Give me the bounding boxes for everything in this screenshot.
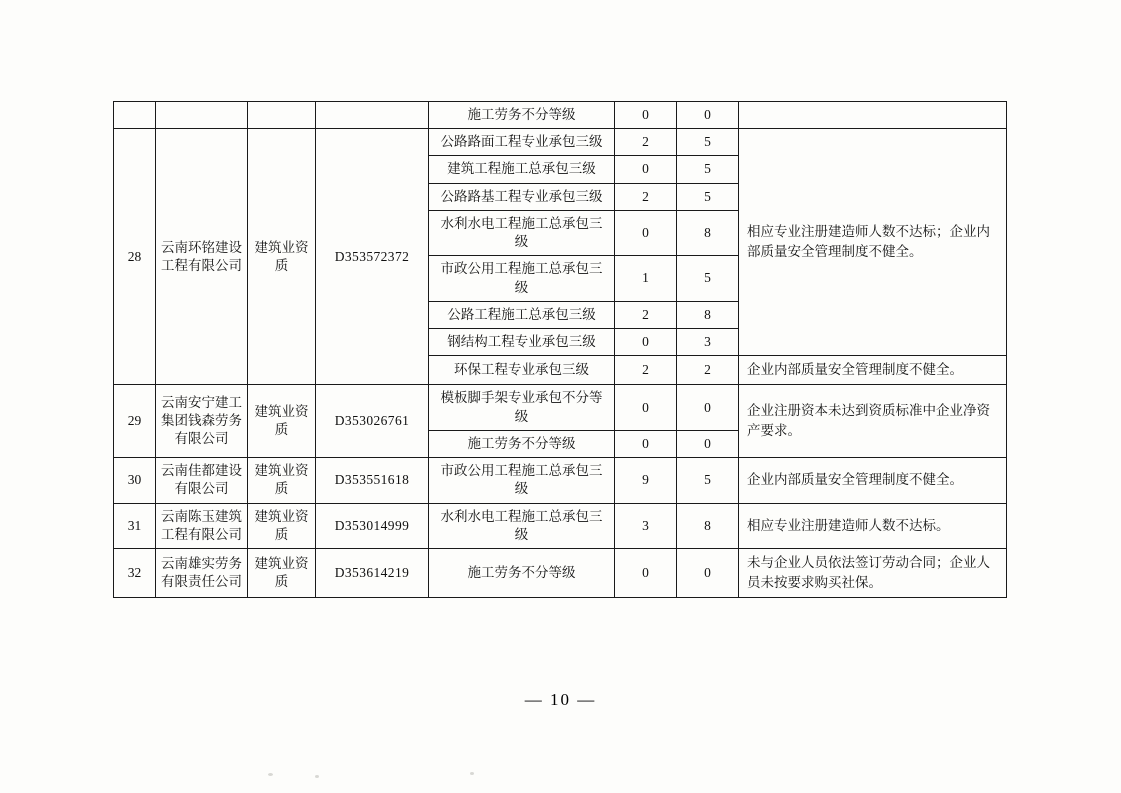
- value-1: 0: [615, 548, 677, 598]
- qual-item: 施工劳务不分等级: [429, 548, 615, 598]
- value-2: 2: [677, 356, 739, 385]
- issue-note: 未与企业人员依法签订劳动合同；企业人员未按要求购买社保。: [739, 548, 1007, 598]
- value-2: 0: [677, 430, 739, 457]
- value-1: 0: [615, 156, 677, 183]
- qual-item: 公路工程施工总承包三级: [429, 301, 615, 328]
- qual-item: 市政公用工程施工总承包三级: [429, 256, 615, 301]
- value-2: 0: [677, 385, 739, 430]
- table-row: [114, 102, 1007, 129]
- company-name: 云南雄实劳务有限责任公司: [156, 548, 248, 598]
- company-name: [156, 102, 248, 129]
- value-2: 8: [677, 210, 739, 255]
- qual-type: 建筑业资质: [248, 385, 316, 458]
- issue-note: 企业内部质量安全管理制度不健全。: [739, 458, 1007, 503]
- qual-item: 水利水电工程施工总承包三级: [429, 503, 615, 548]
- row-index: 32: [114, 548, 156, 598]
- scan-speck: [470, 772, 474, 775]
- value-1: 3: [615, 503, 677, 548]
- issue-note: 企业注册资本未达到资质标准中企业净资产要求。: [739, 385, 1007, 458]
- qual-item: 水利水电工程施工总承包三级: [429, 210, 615, 255]
- value-2: 3: [677, 328, 739, 355]
- value-1: 0: [615, 102, 677, 129]
- value-2: 8: [677, 503, 739, 548]
- value-2: 0: [677, 548, 739, 598]
- company-name: 云南环铭建设工程有限公司: [156, 129, 248, 385]
- value-1: 0: [615, 385, 677, 430]
- row-index: 30: [114, 458, 156, 503]
- row-index: 28: [114, 129, 156, 385]
- qual-type: 建筑业资质: [248, 548, 316, 598]
- cert-code: D353614219: [316, 548, 429, 598]
- cert-code: [316, 102, 429, 129]
- value-1: 2: [615, 301, 677, 328]
- value-2: 0: [677, 102, 739, 129]
- cert-code: D353572372: [316, 129, 429, 385]
- qual-item: 施工劳务不分等级: [429, 430, 615, 457]
- qual-item: 模板脚手架专业承包不分等级: [429, 385, 615, 430]
- qualification-table: [113, 101, 1007, 598]
- issue-note: 相应专业注册建造师人数不达标；企业内部质量安全管理制度不健全。: [739, 129, 1007, 356]
- qual-type: 建筑业资质: [248, 458, 316, 503]
- value-2: 5: [677, 458, 739, 503]
- issue-note: [739, 102, 1007, 129]
- qual-item: 施工劳务不分等级: [429, 102, 615, 129]
- table-row: [114, 548, 1007, 598]
- value-1: 0: [615, 210, 677, 255]
- value-1: 2: [615, 129, 677, 156]
- value-2: 5: [677, 129, 739, 156]
- value-1: 1: [615, 256, 677, 301]
- qual-item: 建筑工程施工总承包三级: [429, 156, 615, 183]
- cert-code: D353014999: [316, 503, 429, 548]
- qual-type: [248, 102, 316, 129]
- table-row: [114, 129, 1007, 156]
- value-2: 5: [677, 183, 739, 210]
- scan-speck: [268, 773, 273, 776]
- qual-item: 环保工程专业承包三级: [429, 356, 615, 385]
- row-index: 29: [114, 385, 156, 458]
- company-name: 云南陈玉建筑工程有限公司: [156, 503, 248, 548]
- qual-item: 公路路基工程专业承包三级: [429, 183, 615, 210]
- value-1: 0: [615, 328, 677, 355]
- issue-note: 相应专业注册建造师人数不达标。: [739, 503, 1007, 548]
- qual-item: 市政公用工程施工总承包三级: [429, 458, 615, 503]
- value-2: 8: [677, 301, 739, 328]
- table-row: [114, 503, 1007, 548]
- value-1: 2: [615, 183, 677, 210]
- value-2: 5: [677, 256, 739, 301]
- table-row: [114, 385, 1007, 430]
- qual-type: 建筑业资质: [248, 503, 316, 548]
- qual-type: 建筑业资质: [248, 129, 316, 385]
- qual-item: 公路路面工程专业承包三级: [429, 129, 615, 156]
- scan-speck: [315, 775, 319, 778]
- value-2: 5: [677, 156, 739, 183]
- table-row: [114, 458, 1007, 503]
- company-name: 云南安宁建工集团钱森劳务有限公司: [156, 385, 248, 458]
- value-1: 0: [615, 430, 677, 457]
- row-index: [114, 102, 156, 129]
- value-1: 2: [615, 356, 677, 385]
- qual-item: 钢结构工程专业承包三级: [429, 328, 615, 355]
- cert-code: D353026761: [316, 385, 429, 458]
- cert-code: D353551618: [316, 458, 429, 503]
- page-number: — 10 —: [524, 690, 597, 709]
- value-1: 9: [615, 458, 677, 503]
- row-index: 31: [114, 503, 156, 548]
- issue-note: 企业内部质量安全管理制度不健全。: [739, 356, 1007, 385]
- company-name: 云南佳都建设有限公司: [156, 458, 248, 503]
